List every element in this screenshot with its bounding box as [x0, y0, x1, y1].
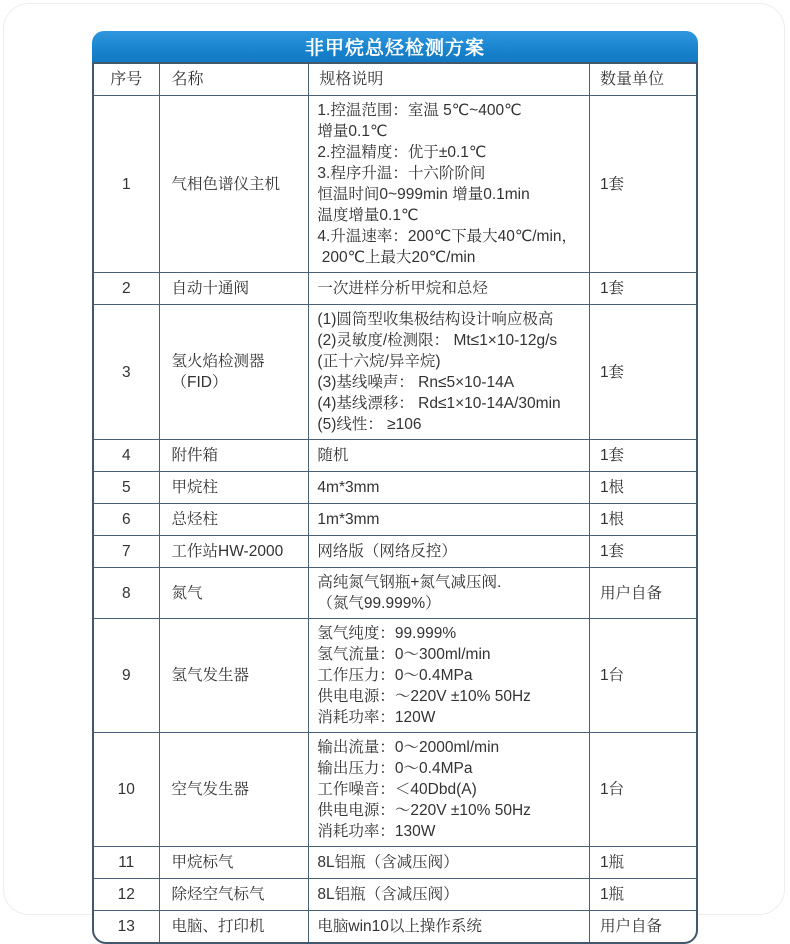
- item-name: 氢火焰检测器（FID）: [159, 305, 309, 440]
- item-spec: [309, 568, 590, 619]
- item-quantity: 1瓶: [589, 847, 696, 879]
- spec-line: 一次进样分析甲烷和总烃: [317, 280, 488, 297]
- table-title-banner: [92, 31, 698, 62]
- spec-line: 氢气纯度：99.999%: [317, 625, 457, 642]
- item-quantity: 1台: [589, 619, 696, 733]
- col-header-no: 序号: [94, 64, 159, 96]
- spec-line: 2.控温精度：优于±0.1℃: [317, 144, 487, 161]
- table-row: [94, 619, 696, 733]
- table-row: [94, 847, 696, 879]
- item-name: 除烃空气标气: [159, 879, 309, 911]
- spec-line: 供电电源：～220V ±10% 50Hz: [317, 688, 531, 705]
- row-number: 9: [94, 619, 159, 733]
- page-card: [3, 3, 785, 935]
- spec-line: 工作压力：0～0.4MPa: [317, 667, 473, 684]
- table-body: [94, 96, 696, 943]
- spec-line: 恒温时间0~999min 增量0.1min: [317, 186, 530, 203]
- spec-line: 随机: [317, 447, 349, 464]
- spec-line: 8L铝瓶（含减压阀）: [317, 854, 459, 871]
- spec-table: [94, 64, 696, 942]
- item-quantity: 用户自备: [589, 568, 696, 619]
- row-number: 1: [94, 96, 159, 273]
- item-quantity: 1根: [589, 472, 696, 504]
- spec-line: 增量0.1℃: [317, 123, 388, 140]
- item-name: 甲烷柱: [159, 472, 309, 504]
- row-number: 5: [94, 472, 159, 504]
- spec-line: 8L铝瓶（含减压阀）: [317, 886, 459, 903]
- row-number: 12: [94, 879, 159, 911]
- item-spec: [309, 733, 590, 847]
- item-spec: [309, 440, 590, 472]
- spec-line: （氮气99.999%）: [317, 595, 441, 612]
- spec-line: 1.控温范围：室温 5℃~400℃: [317, 102, 522, 119]
- item-quantity: 1套: [589, 536, 696, 568]
- item-name: 总烃柱: [159, 504, 309, 536]
- item-spec: [309, 879, 590, 911]
- table-row: [94, 504, 696, 536]
- spec-line: 高纯氮气钢瓶+氮气减压阀.: [317, 574, 502, 591]
- item-spec: [309, 911, 590, 943]
- item-name: 气相色谱仪主机: [159, 96, 309, 273]
- item-name: 空气发生器: [159, 733, 309, 847]
- item-quantity: 1套: [589, 273, 696, 305]
- item-quantity: 1根: [589, 504, 696, 536]
- item-quantity: 1瓶: [589, 879, 696, 911]
- spec-line: 200℃上最大20℃/min: [317, 249, 476, 266]
- item-spec: [309, 619, 590, 733]
- spec-line: 消耗功率：120W: [317, 709, 436, 726]
- row-number: 11: [94, 847, 159, 879]
- spec-line: 输出流量：0～2000ml/min: [317, 739, 500, 756]
- spec-line: 3.程序升温：十六阶阶间: [317, 165, 486, 182]
- row-number: 8: [94, 568, 159, 619]
- table-row: [94, 911, 696, 943]
- table-row: [94, 305, 696, 440]
- table-title: 非甲烷总烃检测方案: [304, 38, 485, 59]
- table-row: [94, 273, 696, 305]
- row-number: 10: [94, 733, 159, 847]
- header-row: [94, 64, 696, 96]
- table-row: [94, 536, 696, 568]
- spec-line: (5)线性： ≥106: [317, 416, 422, 433]
- col-header-spec: 规格说明: [309, 64, 590, 96]
- row-number: 2: [94, 273, 159, 305]
- row-number: 6: [94, 504, 159, 536]
- spec-line: (3)基线噪声： Rn≤5×10-14A: [317, 374, 515, 391]
- spec-line: 网络版（网络反控）: [317, 543, 457, 560]
- spec-line: (正十六烷/异辛烷): [317, 353, 441, 370]
- spec-line: 供电电源：～220V ±10% 50Hz: [317, 802, 531, 819]
- row-number: 7: [94, 536, 159, 568]
- spec-line: 温度增量0.1℃: [317, 207, 419, 224]
- row-number: 13: [94, 911, 159, 943]
- item-quantity: 用户自备: [589, 911, 696, 943]
- item-quantity: 1套: [589, 96, 696, 273]
- item-name: 电脑、打印机: [159, 911, 309, 943]
- item-spec: [309, 96, 590, 273]
- item-quantity: 1台: [589, 733, 696, 847]
- item-spec: [309, 536, 590, 568]
- table-row: [94, 472, 696, 504]
- spec-table-wrap: [92, 62, 698, 944]
- table-row: [94, 879, 696, 911]
- item-name: 氢气发生器: [159, 619, 309, 733]
- item-spec: [309, 305, 590, 440]
- item-name: 自动十通阀: [159, 273, 309, 305]
- col-header-qty: 数量单位: [589, 64, 696, 96]
- spec-line: (2)灵敏度/检测限： Mt≤1×10-12g/s: [317, 332, 558, 349]
- spec-line: 消耗功率：130W: [317, 823, 436, 840]
- row-number: 4: [94, 440, 159, 472]
- table-row: [94, 440, 696, 472]
- item-spec: [309, 504, 590, 536]
- spec-line: 氢气流量：0～300ml/min: [317, 646, 491, 663]
- spec-line: 4m*3mm: [317, 479, 380, 496]
- item-spec: [309, 847, 590, 879]
- item-spec: [309, 472, 590, 504]
- item-name: 氮气: [159, 568, 309, 619]
- spec-line: (1)圆筒型收集极结构设计响应极高: [317, 311, 554, 328]
- item-spec: [309, 273, 590, 305]
- spec-line: (4)基线漂移： Rd≤1×10-14A/30min: [317, 395, 561, 412]
- table-row: [94, 96, 696, 273]
- spec-line: 电脑win10以上操作系统: [317, 918, 482, 935]
- row-number: 3: [94, 305, 159, 440]
- item-name: 甲烷标气: [159, 847, 309, 879]
- col-header-name: 名称: [159, 64, 309, 96]
- spec-sheet: [92, 31, 698, 944]
- spec-line: 输出压力：0～0.4MPa: [317, 760, 473, 777]
- spec-line: 4.升温速率：200℃下最大40℃/min，: [317, 228, 578, 245]
- table-row: [94, 568, 696, 619]
- spec-line: 工作噪音：＜40Dbd(A): [317, 781, 477, 798]
- table-row: [94, 733, 696, 847]
- item-quantity: 1套: [589, 305, 696, 440]
- item-name: 附件箱: [159, 440, 309, 472]
- item-quantity: 1套: [589, 440, 696, 472]
- item-name: 工作站HW-2000: [159, 536, 309, 568]
- spec-line: 1m*3mm: [317, 511, 380, 528]
